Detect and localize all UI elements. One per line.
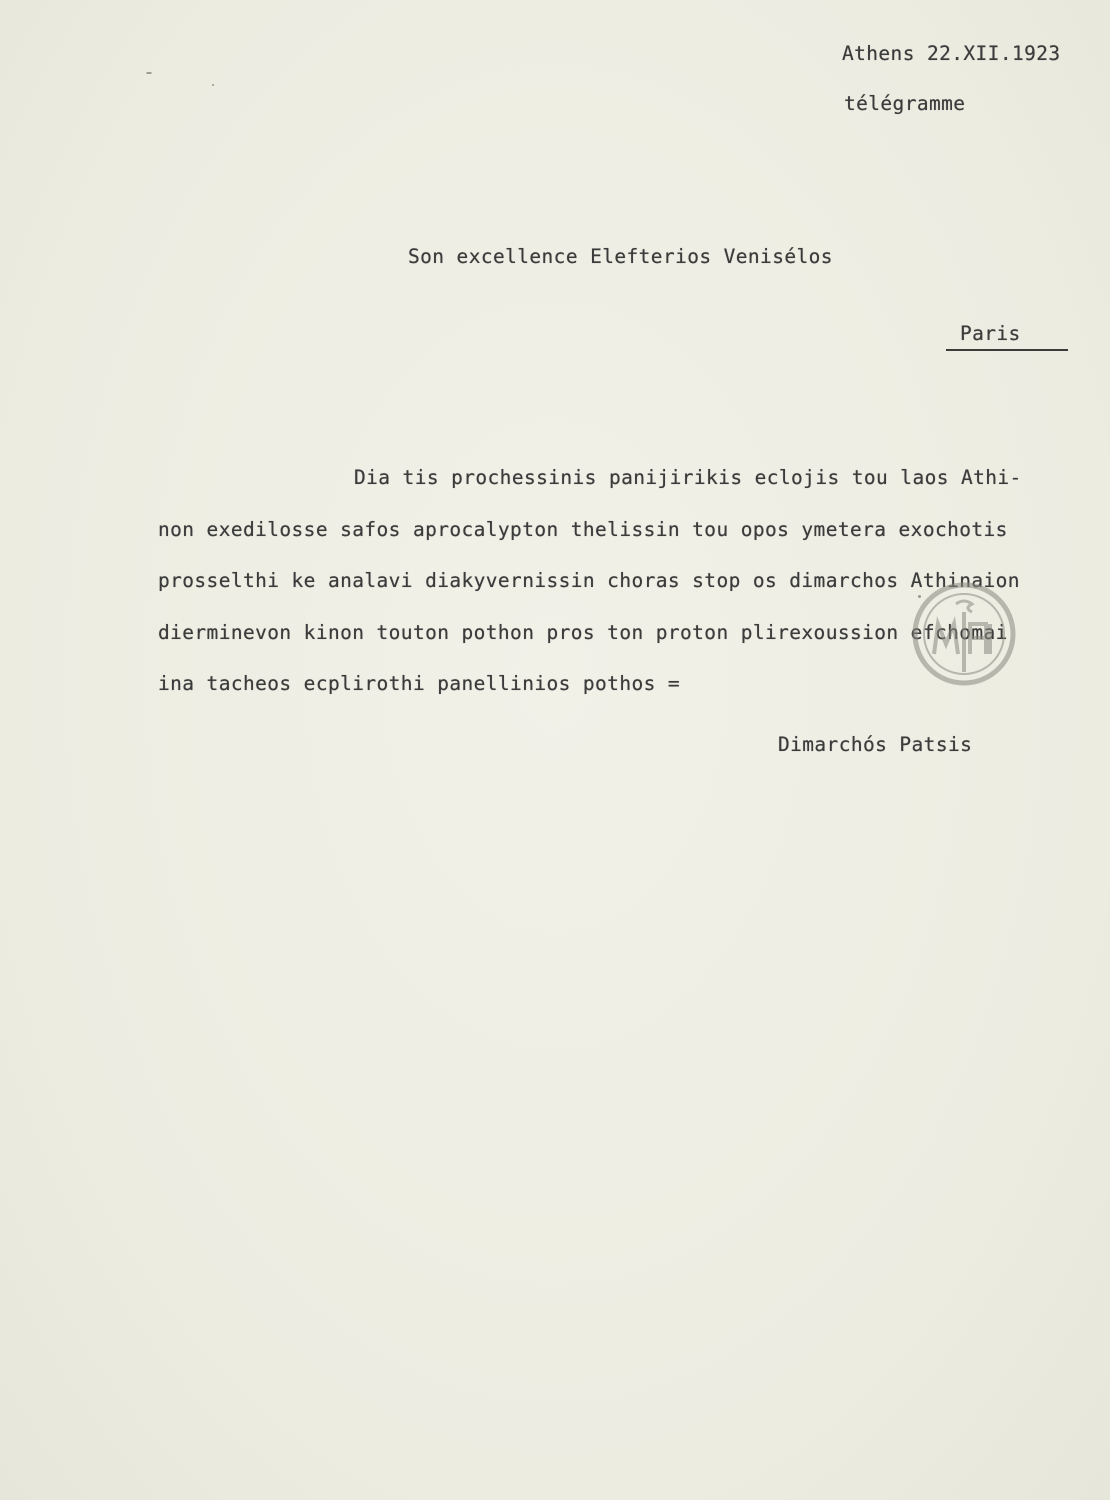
- body-line: ina tacheos ecplirothi panellinios pothos =: [158, 672, 681, 695]
- body-line: prosselthi ke analavi diakyvernissin choras stop os dimarchos Athinaion: [158, 569, 1020, 592]
- destination-city: Paris: [946, 322, 1068, 351]
- document-type: télégramme: [844, 92, 966, 115]
- place-date: Athens 22.XII.1923: [842, 42, 1061, 65]
- signature: Dimarchós Patsis: [778, 733, 973, 756]
- recipient-line: Son excellence Elefterios Venisélos: [408, 245, 833, 268]
- archive-seal-icon: [912, 582, 1016, 686]
- ink-speck: [146, 72, 152, 74]
- body-line: Dia tis prochessinis panijirikis eclojis tou laos Athi-: [354, 466, 1022, 489]
- ink-speck: [212, 84, 214, 86]
- body-line: non exedilosse safos aprocalypton thelissin tou opos ymetera exochotis: [158, 517, 1008, 541]
- body-line: dierminevon kinon touton pothon pros ton proton plirexoussion efchomai: [158, 620, 1008, 644]
